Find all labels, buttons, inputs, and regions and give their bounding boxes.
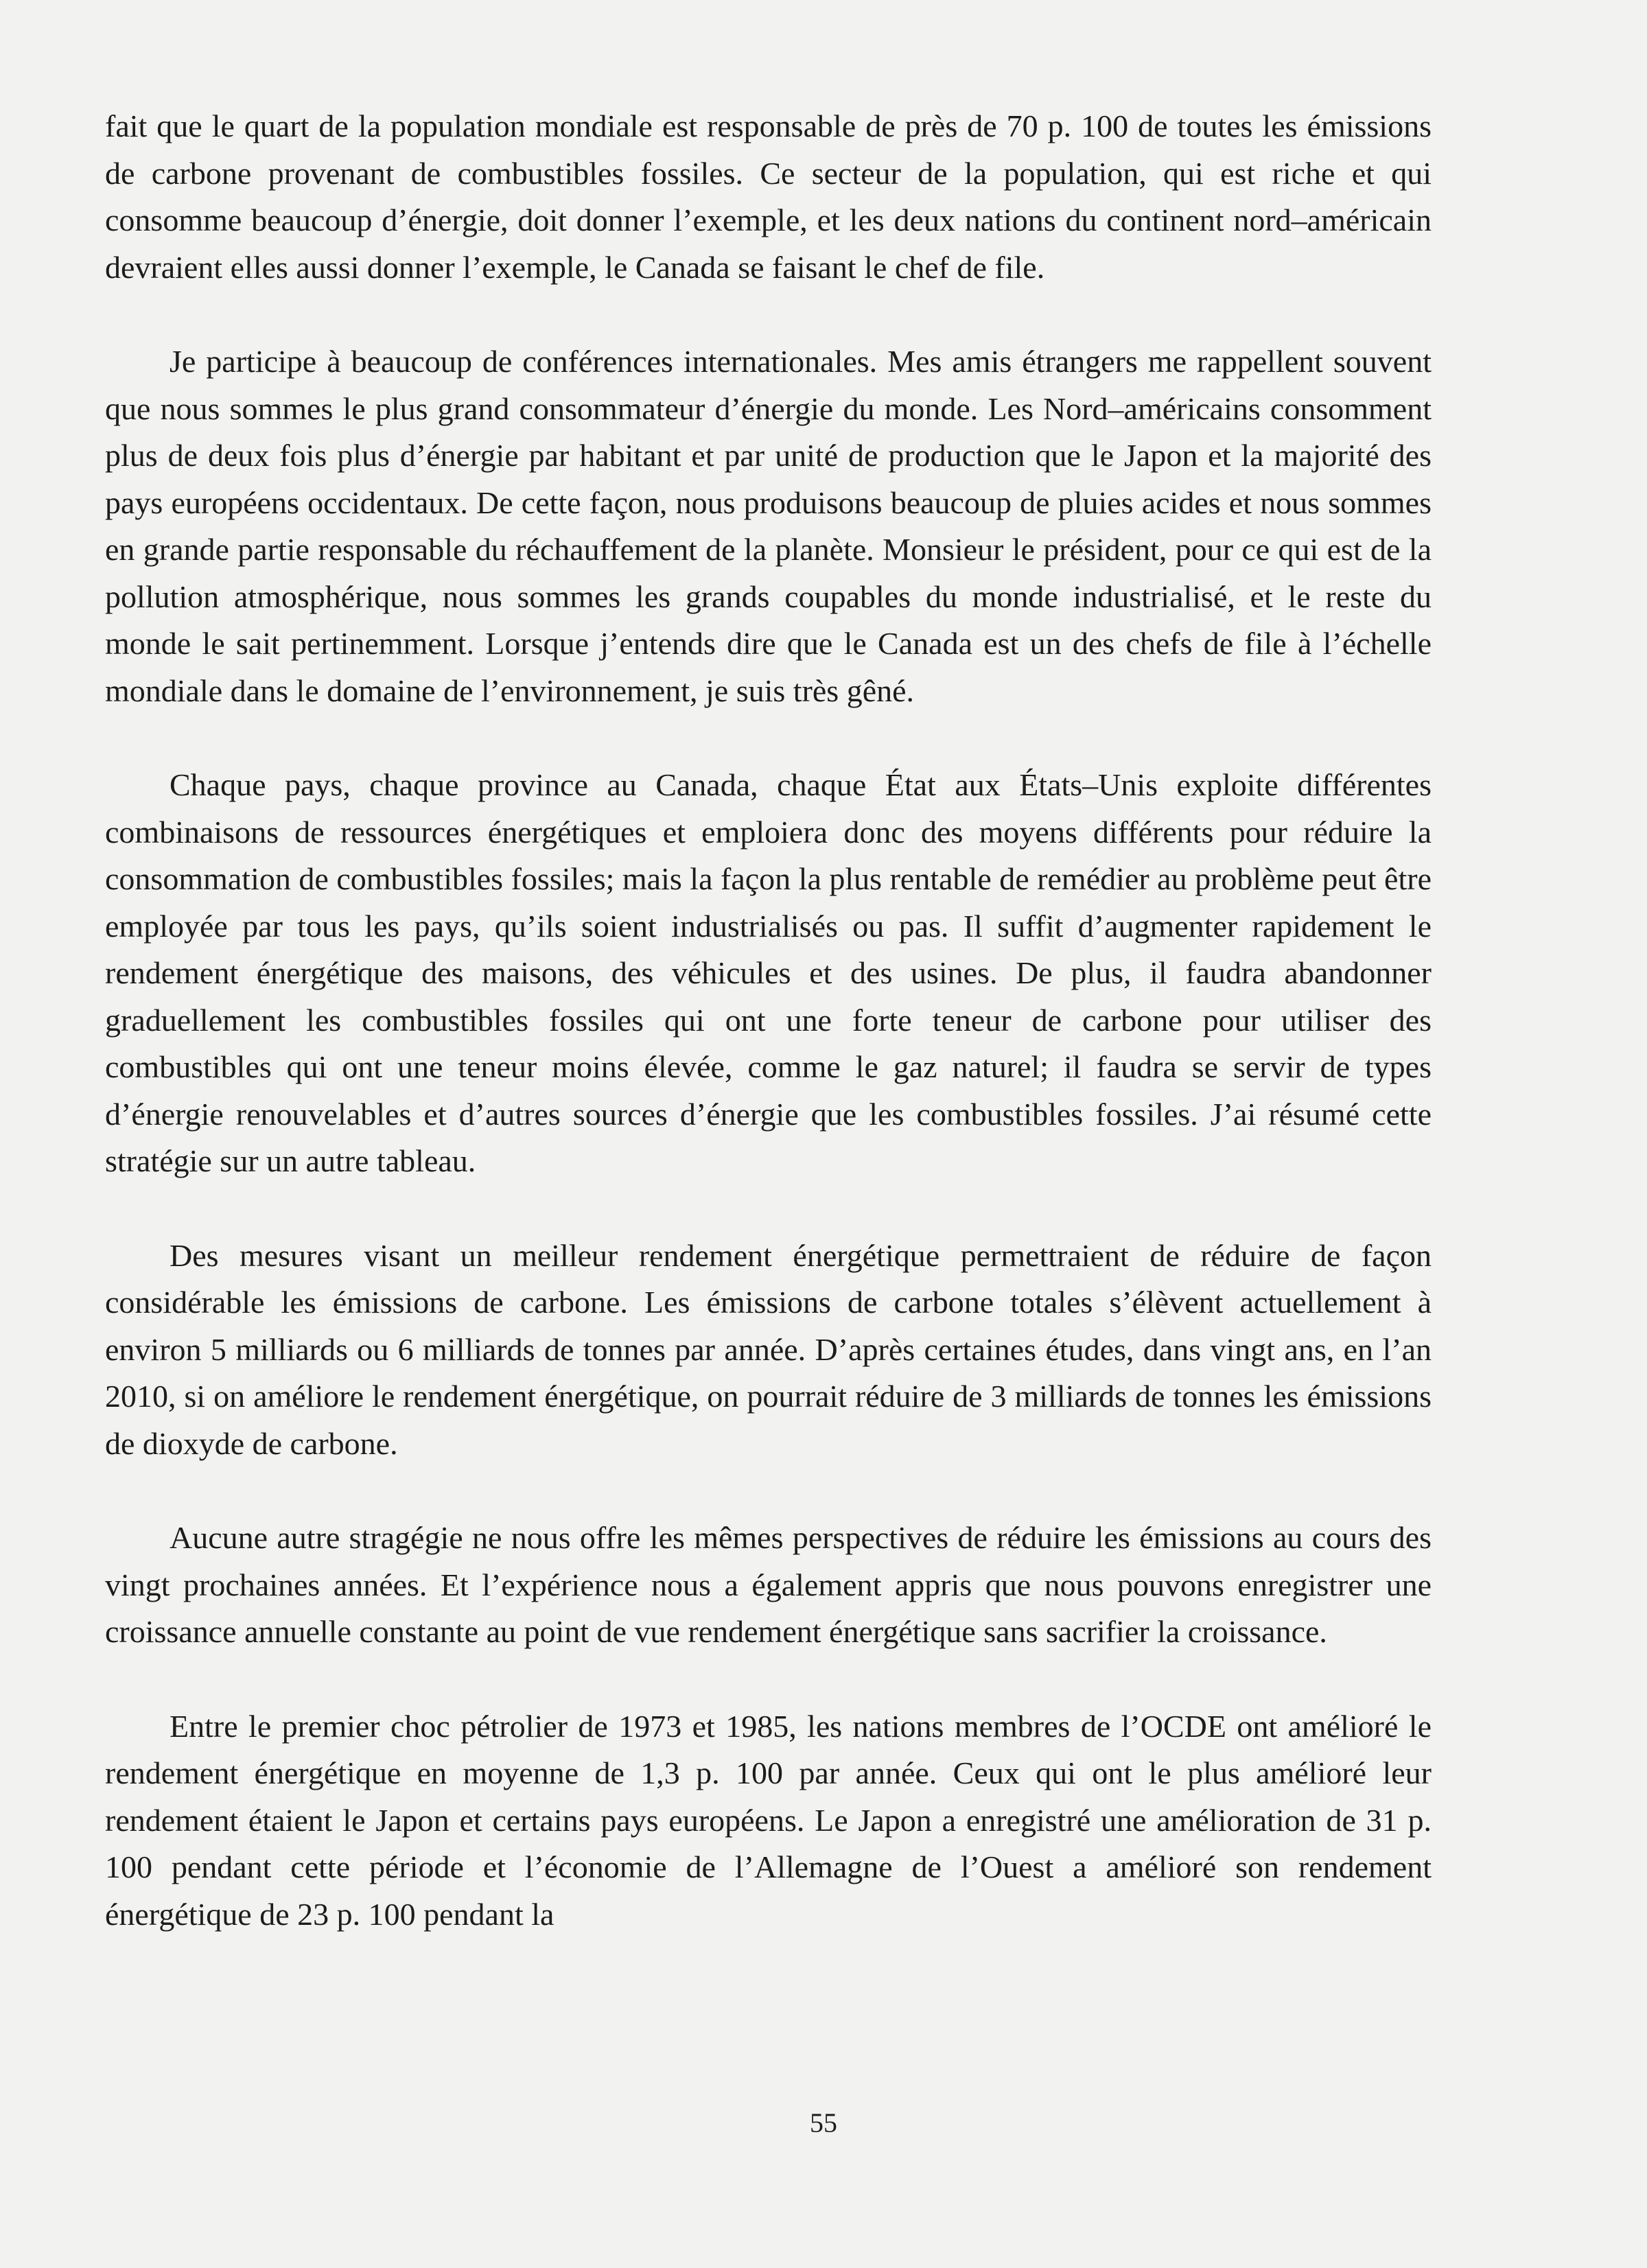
page-number: 55 [810,2107,837,2138]
paragraph-efficiency-measures: Des mesures visant un meilleur rendement énergétique permettraient de réduire de façon considérable les émissions de carbone. Les émissions de carbone totales s’élèvent actuellement à environ 5 milliards ou 6 milliards de tonnes par année. D’après certaines études, dans vingt ans, en l’an 2010, si on améliore le rendement énergétique, on pourrait réduire de 3 milliards de tonnes les émissions de dioxyde de carbone. [105,1237,1432,1461]
paragraph-oecd: Entre le premier choc pétrolier de 1973 et 1985, les nations membres de l’OCDE ont amélioré le rendement énergétique en moyenne de 1,3 p. 100 par année. Ceux qui ont le plus amélioré leur rendement étaient le Japon et certains pays européens. Le Japon a enregistré une amélioration de 31 p. 100 pendant cette période et l’économie de l’Allemagne de l’Ouest a amélioré son rendement énergétique de 23 p. 100 pendant la [105,1708,1432,1932]
paragraph-no-other-strategy: Aucune autre stragégie ne nous offre les mêmes perspectives de réduire les émissions au cours des vingt prochaines années. Et l’expérience nous a également appris que nous pouvons enregistrer une croissance annuelle constante au point de vue rendement énergétique sans sacrifier la croissance. [105,1520,1432,1649]
paragraph-conferences: Je participe à beaucoup de conférences internationales. Mes amis étrangers me rappellent souvent que nous sommes le plus grand consommateur d’énergie du monde. Les Nord–américains consomment plus de deux fois plus d’énergie par habitant et par unité de production que le Japon et la majorité des pays européens occidentaux. De cette façon, nous produisons beaucoup de pluies acides et nous sommes en grande partie responsable du réchauffement de la planète. Monsieur le président, pour ce qui est de la pollution atmosphérique, nous sommes les grands coupables du monde industrialisé, et le reste du monde le sait pertinemment. Lorsque j’entends dire que le Canada est un des chefs de file à l’échelle mondiale dans le domaine de l’environnement, je suis très gêné. [105,344,1432,708]
paragraph-strategies: Chaque pays, chaque province au Canada, chaque État aux États–Unis exploite différentes combinaisons de ressources énergétiques et emploiera donc des moyens différents pour réduire la consommation de combustibles fossiles; mais la façon la plus rentable de remédier au problème peut être employée par tous les pays, qu’ils soient industrialisés ou pas. Il suffit d’augmenter rapidement le rendement énergétique des maisons, des véhicules et des usines. De plus, il faudra abandonner graduellement les combustibles fossiles qui ont une forte teneur de carbone pour utiliser des combustibles qui ont une teneur moins élevée, comme le gaz naturel; il faudra se servir de types d’énergie renouvelables et d’autres sources d’énergie que les combustibles fossiles. J’ai résumé cette stratégie sur un autre tableau. [105,767,1432,1178]
body-text [105,103,1432,1985]
paragraph-continuation: fait que le quart de la population mondiale est responsable de près de 70 p. 100 de toutes les émissions de carbone provenant de combustibles fossiles. Ce secteur de la population, qui est riche et qui consomme beaucoup d’énergie, doit donner l’exemple, et les deux nations du continent nord–américain devraient elles aussi donner l’exemple, le Canada se faisant le chef de file. [105,108,1432,285]
